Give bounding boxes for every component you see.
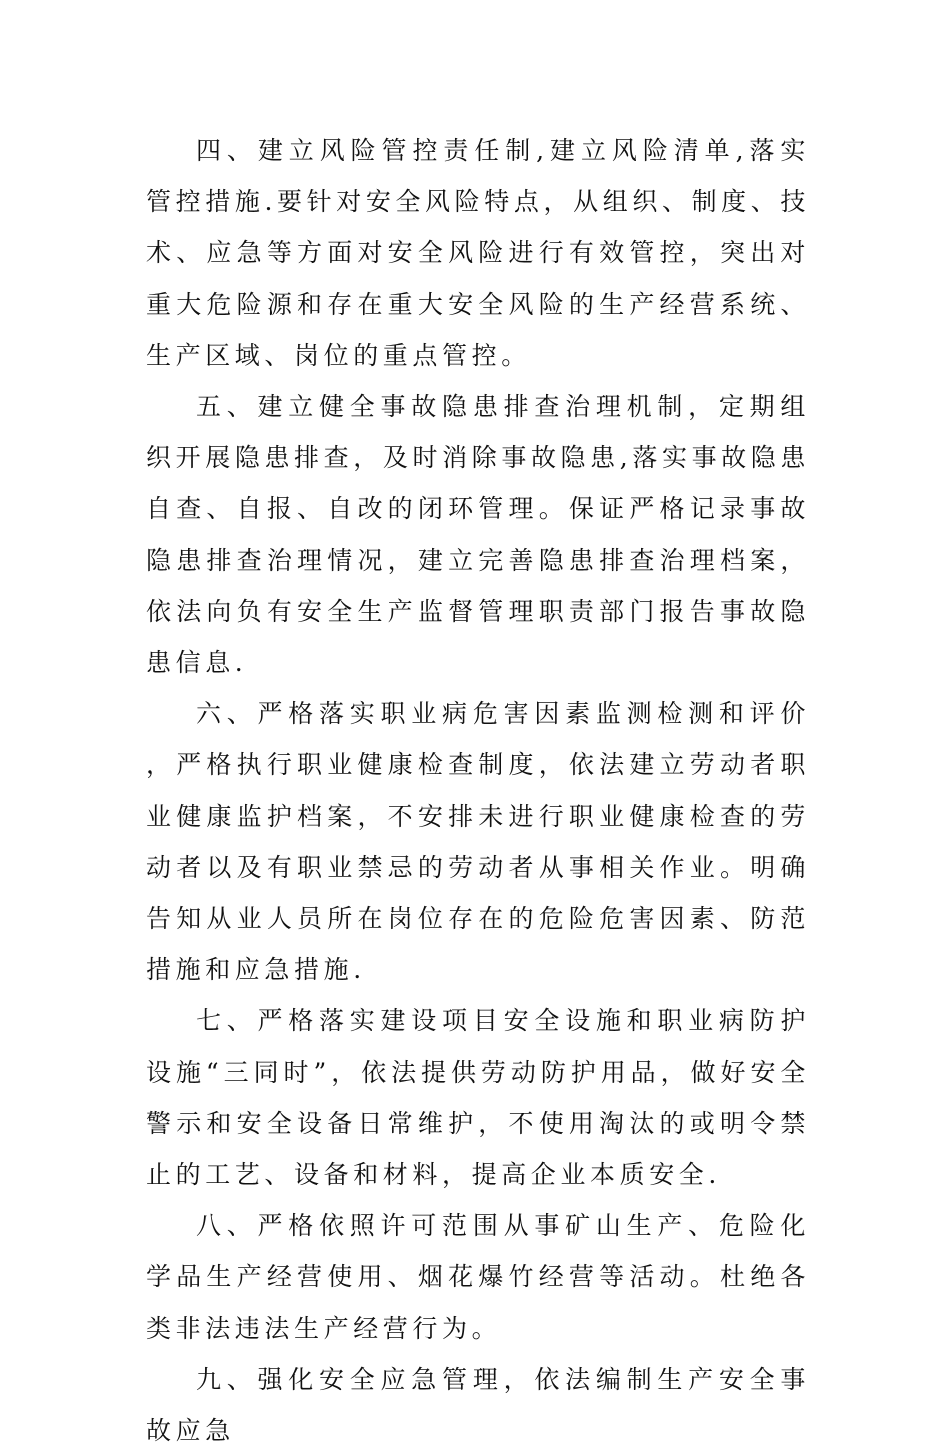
document-body (146, 125, 810, 1456)
paragraph-4: 四、建立风险管控责任制,建立风险清单,落实管控措施.要针对安全风险特点，从组织、制度、技术、应急等方面对安全风险进行有效管控，突出对重大危险源和存在重大安全风险的生产经营系统、生产区域、岗位的重点管控。 (146, 136, 810, 370)
paragraph-7: 七、严格落实建设项目安全设施和职业病防护设施“三同时”，依法提供劳动防护用品，做好安全警示和安全设备日常维护，不使用淘汰的或明令禁止的工艺、设备和材料，提高企业本质安全. (146, 1006, 810, 1190)
paragraph-6: 六、严格落实职业病危害因素监测检测和评价，严格执行职业健康检查制度，依法建立劳动者职业健康监护档案，不安排未进行职业健康检查的劳动者以及有职业禁忌的劳动者从事相关作业。明确告知从业人员所在岗位存在的危险危害因素、防范措施和应急措施. (146, 699, 810, 985)
paragraph-9: 九、强化安全应急管理，依法编制生产安全事故应急 (146, 1364, 810, 1446)
paragraph-5: 五、建立健全事故隐患排查治理机制，定期组织开展隐患排查，及时消除事故隐患,落实事故隐患自查、自报、自改的闭环管理。保证严格记录事故隐患排查治理情况，建立完善隐患排查治理档案，依法向负有安全生产监督管理职责部门报告事故隐患信息. (146, 392, 810, 678)
paragraph-8: 八、严格依照许可范围从事矿山生产、危险化学品生产经营使用、烟花爆竹经营等活动。杜绝各类非法违法生产经营行为。 (146, 1211, 810, 1343)
